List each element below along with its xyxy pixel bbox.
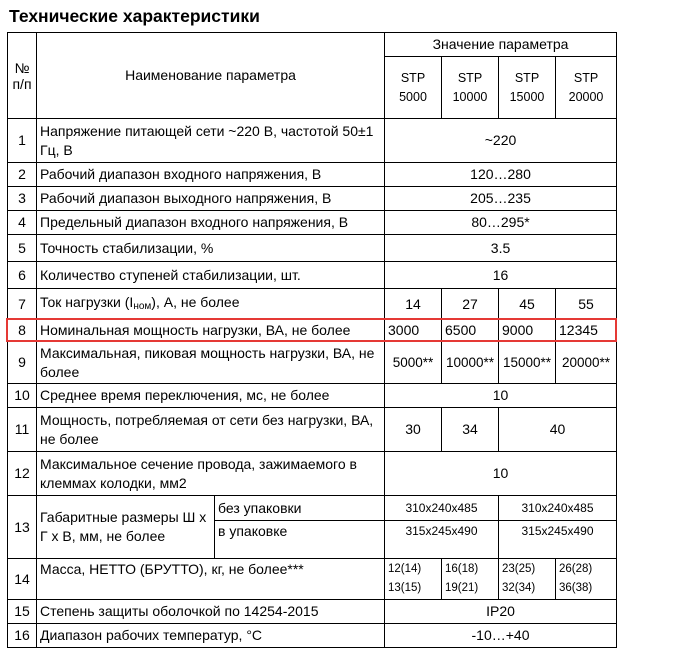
param-name: Предельный диапазон входного напряжения, В: [37, 211, 385, 235]
header-no: № п/п: [8, 33, 37, 119]
param-subname: без упаковки: [215, 496, 385, 521]
param-value: 26(28) 36(38): [556, 559, 617, 600]
page-title: Технические характеристики: [9, 6, 260, 26]
param-value: 16: [385, 262, 617, 289]
param-name: Мощность, потребляемая от сети без нагрузки, ВА, не более: [37, 408, 385, 452]
table-row: [8, 235, 617, 262]
param-name: Рабочий диапазон выходного напряжения, В: [37, 187, 385, 211]
table-row: [8, 384, 617, 408]
table-row: [8, 600, 617, 624]
row-number: 3: [8, 187, 37, 211]
model-header: STP 20000: [556, 57, 617, 119]
row-number: 2: [8, 163, 37, 187]
row-number: 6: [8, 262, 37, 289]
param-value: IP20: [385, 600, 617, 624]
table-row: [8, 187, 617, 211]
table-row: [8, 163, 617, 187]
param-name: Количество ступеней стабилизации, шт.: [37, 262, 385, 289]
param-value: 34: [442, 408, 499, 452]
param-name: Габаритные размеры Ш х Г х В, мм, не более: [37, 496, 215, 559]
param-value: ~220: [385, 119, 617, 163]
row-number: 11: [8, 408, 37, 452]
row-number: 7: [8, 289, 37, 320]
param-value: 315x245x490: [385, 521, 499, 559]
param-value: 205…235: [385, 187, 617, 211]
table-row-highlighted: [8, 320, 617, 342]
param-value: 310x240x485: [385, 496, 499, 521]
model-header: STP 5000: [385, 57, 442, 119]
row-number: 10: [8, 384, 37, 408]
row-number: 15: [8, 600, 37, 624]
table-row: [8, 342, 617, 384]
param-name: Среднее время переключения, мс, не более: [37, 384, 385, 408]
table-row: [8, 211, 617, 235]
param-name: Номинальная мощность нагрузки, ВА, не более: [37, 320, 385, 342]
param-value: 27: [442, 289, 499, 320]
table-row: [8, 262, 617, 289]
row-number: 4: [8, 211, 37, 235]
header-param: Наименование параметра: [37, 33, 385, 119]
table-row: [8, 496, 617, 521]
param-value: 310x240x485: [499, 496, 617, 521]
param-name-part: ), А, не более: [151, 293, 240, 310]
row-number: 12: [8, 452, 37, 496]
param-value: 23(25) 32(34): [499, 559, 556, 600]
param-name: Диапазон рабочих температур, °С: [37, 624, 385, 648]
specs-table: [7, 32, 617, 648]
param-value: 15000**: [499, 342, 556, 384]
param-subname: в упаковке: [215, 521, 385, 559]
table-row: [8, 408, 617, 452]
row-number: 1: [8, 119, 37, 163]
param-value: 30: [385, 408, 442, 452]
param-name: Масса, НЕТТО (БРУТТО), кг, не более***: [37, 559, 385, 600]
param-name: Максимальное сечение провода, зажимаемого в клеммах колодки, мм2: [37, 452, 385, 496]
param-value: 5000**: [385, 342, 442, 384]
param-value: 12345: [556, 320, 617, 342]
param-value: 315x245x490: [499, 521, 617, 559]
param-value: 6500: [442, 320, 499, 342]
row-number: 8: [8, 320, 37, 342]
param-value: 12(14) 13(15): [385, 559, 442, 600]
param-name: Напряжение питающей сети ~220 В, частотой 50±1 Гц, В: [37, 119, 385, 163]
param-value: 3.5: [385, 235, 617, 262]
param-value: 3000: [385, 320, 442, 342]
param-value: 10: [385, 384, 617, 408]
param-name: Рабочий диапазон входного напряжения, В: [37, 163, 385, 187]
param-value: 16(18) 19(21): [442, 559, 499, 600]
param-name: Максимальная, пиковая мощность нагрузки, ВА, не более: [37, 342, 385, 384]
param-value: 10: [385, 452, 617, 496]
model-header: STP 10000: [442, 57, 499, 119]
param-name-part: Ток нагрузки (I: [40, 293, 134, 310]
row-number: 14: [8, 559, 37, 600]
row-number: 9: [8, 342, 37, 384]
table-row: [8, 289, 617, 320]
row-number: 5: [8, 235, 37, 262]
param-value: 10000**: [442, 342, 499, 384]
param-value: 9000: [499, 320, 556, 342]
param-name: Точность стабилизации, %: [37, 235, 385, 262]
param-value: 14: [385, 289, 442, 320]
model-header: STP 15000: [499, 57, 556, 119]
param-name: [37, 289, 385, 320]
param-value: 45: [499, 289, 556, 320]
header-value: Значение параметра: [385, 33, 617, 57]
table-row: [8, 559, 617, 600]
param-value: 55: [556, 289, 617, 320]
row-number: 16: [8, 624, 37, 648]
param-value: 40: [499, 408, 617, 452]
param-value: 20000**: [556, 342, 617, 384]
param-name: Степень защиты оболочкой по 14254-2015: [37, 600, 385, 624]
param-value: -10…+40: [385, 624, 617, 648]
table-row: [8, 119, 617, 163]
table-row: [8, 624, 617, 648]
param-value: 80…295*: [385, 211, 617, 235]
param-value: 120…280: [385, 163, 617, 187]
table-row: [8, 452, 617, 496]
param-name-subscript: ном: [133, 300, 152, 312]
row-number: 13: [8, 496, 37, 559]
header-row: [8, 33, 617, 57]
